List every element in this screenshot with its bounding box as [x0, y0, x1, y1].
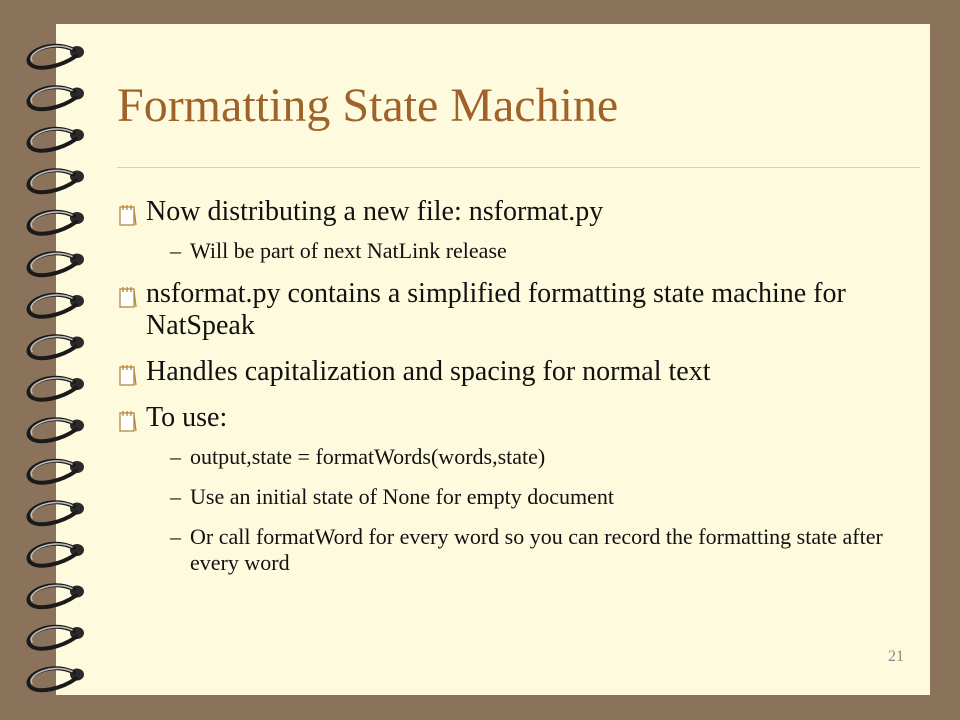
sub-bullet-item: [118, 238, 918, 264]
sub-bullet-item: [118, 484, 918, 510]
spiral-ring-icon: [29, 502, 84, 524]
sub-bullet-item: [118, 444, 918, 470]
spiral-ring-icon: [29, 129, 84, 151]
spiral-ring-icon: [29, 295, 84, 317]
spiral-ring-icon: [29, 336, 84, 358]
bullet-text: nsformat.py contains a simplified formatting state machine for NatSpeak: [146, 278, 846, 341]
sub-bullet-dash: –: [170, 238, 181, 263]
spiral-ring-icon: [29, 378, 84, 400]
bullet-item: [118, 356, 918, 388]
notepad-bullet-icon: [118, 203, 138, 227]
notepad-bullet-icon: [118, 409, 138, 433]
notepad-bullet-icon: [118, 363, 138, 387]
spiral-ring-icon: [29, 87, 84, 109]
bullet-text: Now distributing a new file: nsformat.py: [146, 196, 604, 227]
spiral-ring-icon: [29, 544, 84, 566]
spiral-ring-icon: [29, 170, 84, 192]
spiral-ring-icon: [29, 253, 84, 275]
sub-bullet-dash: –: [170, 444, 181, 469]
sub-bullet-dash: –: [170, 484, 181, 509]
spiral-ring-icon: [29, 46, 84, 68]
spiral-ring-icon: [29, 419, 84, 441]
sub-bullet-dash: –: [170, 524, 181, 549]
title-divider: [117, 167, 920, 168]
sub-bullet-item: [118, 524, 918, 576]
bullet-item: [118, 278, 918, 342]
spiral-ring-icon: [29, 627, 84, 649]
slide-number: 21: [888, 648, 904, 665]
spiral-binding: [0, 0, 110, 720]
bullet-item: [118, 402, 918, 434]
spiral-ring-icon: [29, 461, 84, 483]
bullet-text: Handles capitalization and spacing for normal text: [146, 356, 711, 387]
slide-body: [118, 196, 918, 590]
sub-bullet-text: output,state = formatWords(words,state): [190, 444, 546, 469]
sub-bullet-text: Or call formatWord for every word so you can record the formatting state after every word: [190, 524, 883, 575]
sub-bullet-text: Use an initial state of None for empty document: [190, 484, 614, 509]
spiral-ring-icon: [29, 212, 84, 234]
spiral-ring-icon: [29, 668, 84, 690]
slide-title: Formatting State Machine: [117, 79, 619, 132]
notepad-bullet-icon: [118, 285, 138, 309]
bullet-text: To use:: [146, 402, 228, 433]
bullet-item: [118, 196, 918, 228]
sub-bullet-text: Will be part of next NatLink release: [190, 238, 507, 263]
spiral-ring-icon: [29, 585, 84, 607]
